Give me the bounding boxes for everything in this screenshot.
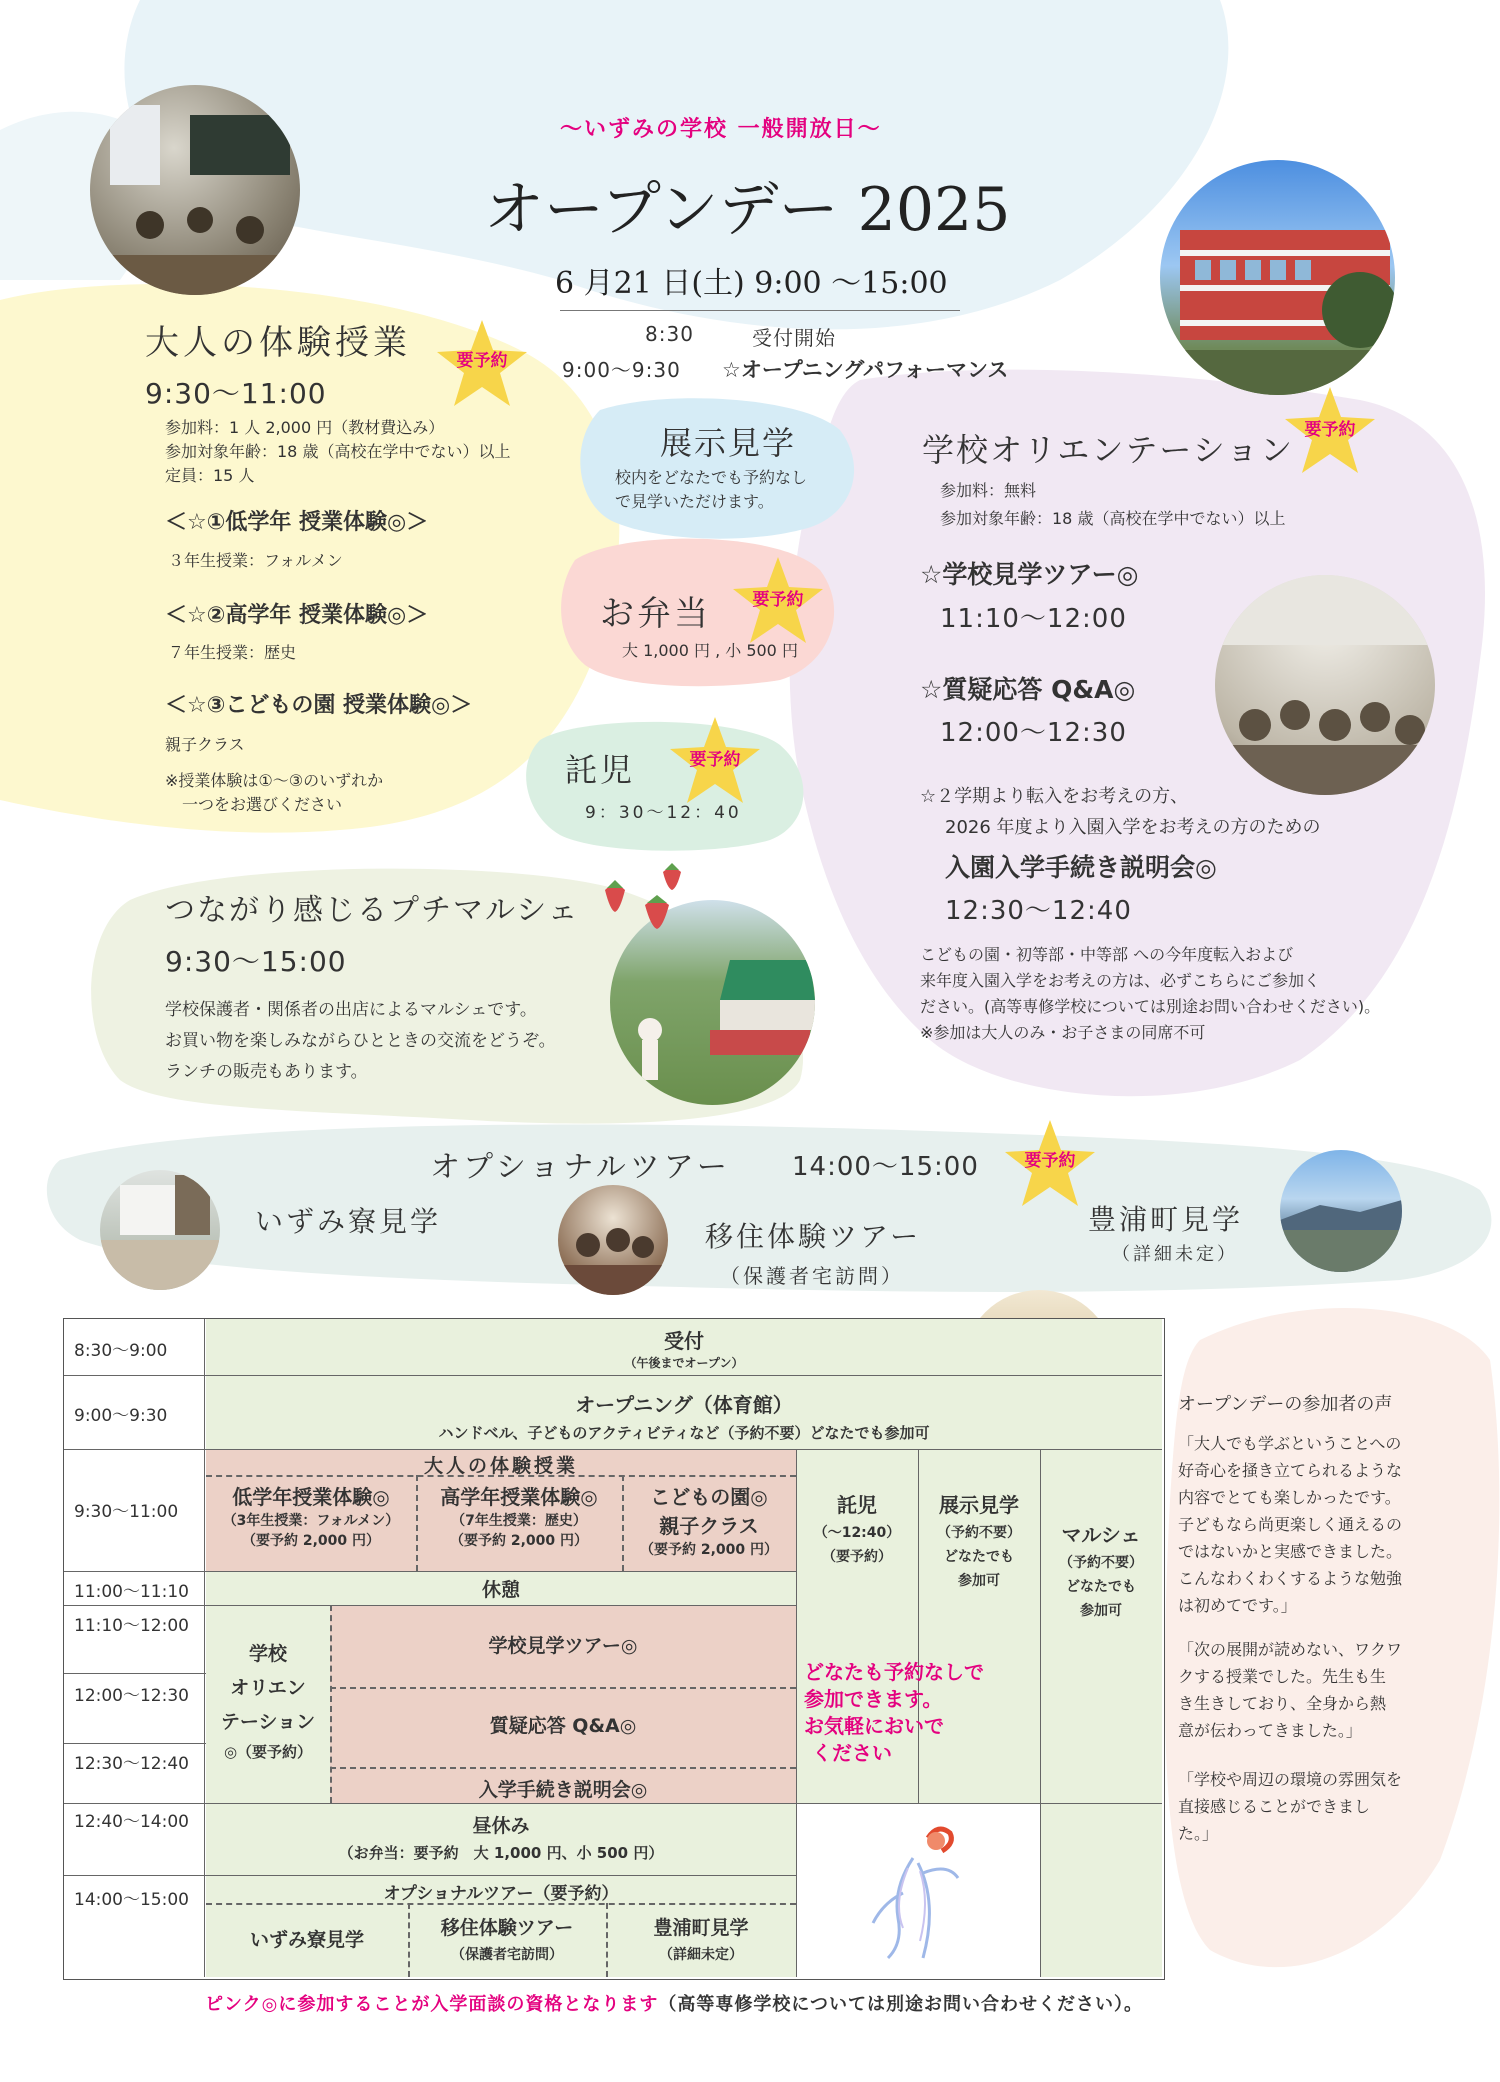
orientation-col-4: ◎（要予約） [223, 1743, 313, 1761]
exhibit-col-a: どなたでも [944, 1549, 1014, 1565]
footer-note [205, 1990, 1143, 2016]
dorm-photo [100, 1170, 220, 1290]
agenda-time-0: 8:30 [645, 322, 694, 346]
time-slot-2: 9:30〜11:00 [74, 1502, 179, 1522]
break-label: 休憩 [481, 1579, 520, 1601]
class1-label: 低学年授業体験◎ [232, 1485, 390, 1509]
optional-title: オプショナルツアー [430, 1150, 731, 1185]
exhibit-col-label: 展示見学 [939, 1493, 1019, 1517]
reserve-badge-orientation: 要予約 [1280, 385, 1380, 475]
reception-sub: （午後までオープン） [624, 1356, 744, 1370]
orientation-note: こどもの園・初等部・中等部 への今年度転入および 来年度入園入学をお考えの方は、必ずこちらにご参加く ださい。(高等専修学校については別途お問い合わせください)。 ※参加は大人のみ・お子さまの同席不可 [920, 945, 1381, 1042]
lunch-sub: （お弁当：要予約 大 1,000 円、小 500 円） [338, 1844, 664, 1862]
illustration-cell [796, 1803, 1040, 1977]
exhibit-title: 展示見学 [660, 424, 797, 462]
class-3-name: ＜☆③こどもの園 授業体験◎＞ [165, 693, 473, 718]
dorm-cell-label: いずみ寮見学 [249, 1929, 364, 1951]
bento-price: 大 1,000 円 , 小 500 円 [622, 641, 798, 660]
orientation-fee: 参加料：無料 [940, 481, 1037, 500]
transfer-line-1: ☆２学期より転入をお考えの方、 [920, 786, 1189, 807]
orientation-age: 参加対象年齢：18 歳（高校在学中でない）以上 [940, 509, 1286, 528]
migration-cell-sub: （保護者宅訪問） [451, 1947, 563, 1963]
transfer-line-2: 2026 年度より入園入学をお考えの方のための [945, 817, 1321, 838]
class-1-desc: ３年生授業：フォルメン [168, 551, 343, 570]
opening-label: オープニング（体育館） [575, 1393, 793, 1417]
qa-time: 12:00〜12:30 [940, 718, 1127, 748]
time-slot-7: 12:40〜14:00 [74, 1812, 189, 1832]
reserve-badge-adult: 要予約 [432, 318, 532, 408]
marche-col-sub: （予約不要） [1059, 1555, 1143, 1571]
class3-fee: （要予約 2,000 円） [639, 1542, 779, 1558]
orientation-col-2: オリエン [230, 1677, 306, 1699]
briefing-cell-label: 入学手続き説明会◎ [478, 1779, 648, 1801]
marche-title: つながり感じるプチマルシェ [165, 893, 580, 928]
migration-cell-label: 移住体験ツアー [440, 1917, 574, 1939]
briefing-name: 入園入学手続き説明会◎ [945, 853, 1217, 882]
optional-cell-label: オプショナルツアー（要予約） [383, 1884, 619, 1904]
figure-illustration [858, 1813, 978, 1963]
free-note-2: 参加できます。 [804, 1687, 943, 1711]
orientation-col-1: 学校 [248, 1643, 287, 1665]
time-slot-6: 12:30〜12:40 [74, 1754, 189, 1774]
free-note-3: お気軽においで [804, 1714, 944, 1738]
marche-col-b: 参加可 [1080, 1603, 1122, 1619]
free-note-1: どなたも予約なしで [804, 1660, 984, 1684]
adult-title: 大人の体験授業 [145, 323, 411, 363]
agenda-label-0: 受付開始 [752, 326, 836, 350]
time-slot-5: 12:00〜12:30 [74, 1686, 189, 1706]
town-sub: （詳細未定） [1112, 1244, 1238, 1265]
time-slot-0: 8:30〜9:00 [74, 1341, 168, 1361]
time-slot-8: 14:00〜15:00 [74, 1890, 189, 1910]
marche-desc: 学校保護者・関係者の出店によるマルシェです。 お買い物を楽しみながらひとときの交流をどうぞ。 ランチの販売もあります。 [165, 1000, 556, 1082]
exhibit-col-sub: （予約不要） [937, 1525, 1021, 1541]
childcare-col-fee: （要予約） [822, 1549, 892, 1565]
town-photo [1280, 1150, 1402, 1272]
childcare-col-label: 託児 [837, 1493, 877, 1517]
voice-1: 「大人でも学ぶということへの 好奇心を掻き立てられるような 内容でとても楽しかったです。 子どもなら尚更楽しく通えるの ではないかと実感できました。 こんなわくわくするような勉強 は初めてです。」 [1178, 1434, 1403, 1615]
migration-label: 移住体験ツアー [705, 1220, 922, 1253]
class2-sub: （7年生授業：歴史） [451, 1513, 587, 1529]
migration-sub: （保護者宅訪問） [720, 1264, 904, 1288]
tour-cell-label: 学校見学ツアー◎ [488, 1635, 638, 1657]
class-3-desc: 親子クラス [165, 735, 245, 754]
footer-sub: （高等専修学校については別途お問い合わせください）。 [658, 1994, 1143, 2015]
event-date: 6 月21 日(土) 9:00 〜15:00 [555, 266, 948, 301]
class-2-name: ＜☆②高学年 授業体験◎＞ [165, 603, 429, 628]
adult-details: 参加料：1 人 2,000 円（教材費込み） 参加対象年齢：18 歳（高校在学中でない）以上 定員：15 人 [165, 418, 511, 485]
class2-label: 高学年授業体験◎ [440, 1485, 598, 1509]
adult-note-1: ※授業体験は①〜③のいずれか [165, 771, 384, 790]
footer-main: ピンク◎に参加することが入学面談の資格となります [205, 1994, 659, 2015]
orientation-title: 学校オリエンテーション [922, 431, 1295, 469]
schedule-table [63, 1318, 1165, 1980]
page-title: オープンデー 2025 [484, 175, 1011, 245]
class3-label: こどもの園◎ [650, 1485, 768, 1509]
tour-time: 11:10〜12:00 [940, 604, 1127, 634]
childcare-time: 9：30〜12：40 [585, 803, 742, 823]
town-cell-sub: （詳細未定） [659, 1947, 743, 1963]
class1-sub: （3年生授業：フォルメン） [222, 1513, 400, 1529]
class1-fee: （要予約 2,000 円） [241, 1533, 381, 1549]
voices-title: オープンデーの参加者の声 [1178, 1394, 1393, 1415]
adult-class-header: 大人の体験授業 [423, 1455, 578, 1477]
briefing-time: 12:30〜12:40 [945, 896, 1132, 926]
agenda-label-1: ☆オープニングパフォーマンス [722, 358, 1009, 382]
time-slot-1: 9:00〜9:30 [74, 1406, 168, 1426]
time-slot-3: 11:00〜11:10 [74, 1582, 189, 1602]
reserve-badge-childcare: 要予約 [665, 715, 765, 805]
childcare-title: 託児 [565, 751, 636, 789]
optional-time: 14:00〜15:00 [792, 1152, 979, 1182]
voice-2: 「次の展開が読めない、ワクワ クする授業でした。先生も生 き生きしており、全身から熱 意が伝わってきました。」 [1178, 1640, 1403, 1740]
time-slot-4: 11:10〜12:00 [74, 1616, 189, 1636]
qa-name: ☆質疑応答 Q&A◎ [920, 675, 1136, 704]
qa-cell-label: 質疑応答 Q&A◎ [489, 1715, 637, 1737]
orientation-photo [1215, 575, 1435, 795]
class3-label-b: 親子クラス [659, 1514, 759, 1538]
marche-col-a: どなたでも [1066, 1579, 1136, 1595]
exhibit-desc: 校内をどなたでも予約なし で見学いただけます。 [615, 468, 808, 511]
lunch-label: 昼休み [472, 1815, 530, 1837]
reception-label: 受付 [664, 1329, 704, 1353]
classroom-photo [90, 85, 300, 295]
class-1-name: ＜☆①低学年 授業体験◎＞ [165, 510, 429, 535]
adult-note-2: 一つをお選びください [182, 795, 343, 814]
header-divider [560, 310, 960, 311]
opening-sub: ハンドベル、子どものアクティビティなど（予約不要）どなたでも参加可 [438, 1424, 930, 1442]
dorm-label: いずみ寮見学 [255, 1205, 442, 1238]
class-2-desc: ７年生授業：歴史 [168, 643, 297, 662]
marche-col-label: マルシェ [1061, 1523, 1141, 1547]
class2-fee: （要予約 2,000 円） [449, 1533, 589, 1549]
subtitle: 〜いずみの学校 一般開放日〜 [560, 117, 882, 142]
marche-column-lower [1040, 1803, 1162, 1977]
town-cell-label: 豊浦町見学 [653, 1917, 749, 1939]
migration-photo [558, 1185, 668, 1295]
free-note-4: ください [812, 1741, 892, 1765]
town-label: 豊浦町見学 [1088, 1203, 1244, 1236]
strawberry-illustration [585, 860, 695, 940]
marche-time: 9:30〜15:00 [165, 945, 347, 978]
reserve-badge-optional: 要予約 [1000, 1118, 1100, 1208]
orientation-col-3: テーション [220, 1711, 316, 1733]
reserve-badge-bento: 要予約 [728, 555, 828, 645]
exhibit-col-b: 参加可 [958, 1573, 1000, 1589]
childcare-col-sub: （〜12:40） [813, 1525, 901, 1541]
agenda-time-1: 9:00〜9:30 [562, 358, 681, 382]
tour-name: ☆学校見学ツアー◎ [920, 560, 1139, 589]
adult-time: 9:30〜11:00 [145, 377, 327, 410]
bento-title: お弁当 [600, 594, 711, 634]
school-building-photo [1160, 160, 1395, 395]
voice-3: 「学校や周辺の環境の雰囲気を 直接感じることができまし た。」 [1178, 1770, 1403, 1843]
